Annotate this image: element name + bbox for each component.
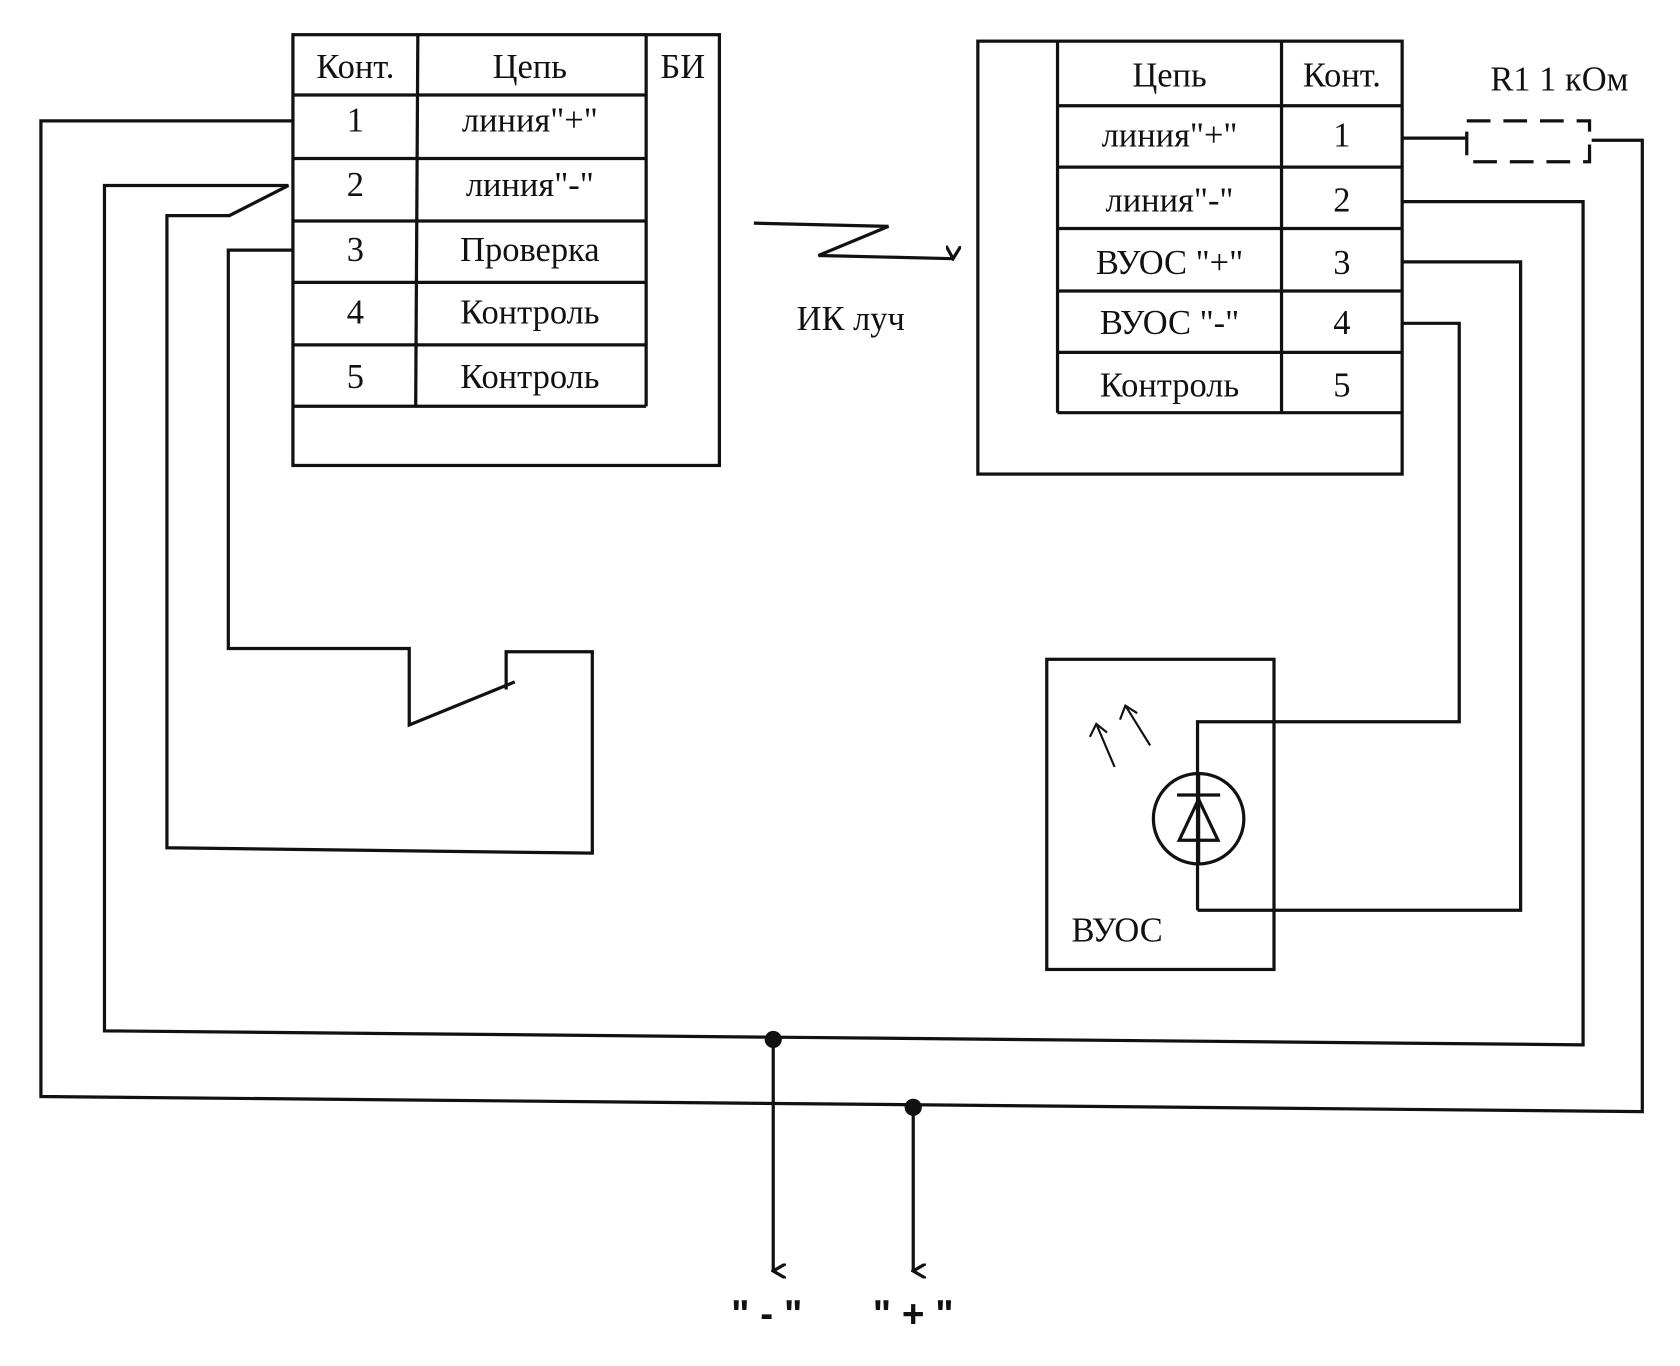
right-table-grid [1058,41,1403,413]
bi-label: БИ [660,47,706,86]
right-header-contact: Конт. [1302,56,1381,95]
wire-vuos-plus [1198,262,1521,910]
left-row-circuit: Проверка [460,230,600,269]
terminal-plus-label: " + " [872,1293,954,1336]
resistor-label: R1 1 кОм [1490,60,1629,99]
right-row-circuit: ВУОС "+" [1095,243,1244,282]
right-row-circuit: линия"-" [1105,181,1234,220]
right-header-circuit: Цепь [1132,56,1207,95]
ir-beam-arrow [754,223,953,259]
right-row-contact: 5 [1333,366,1351,405]
left-row-circuit: линия"+" [461,101,598,140]
right-block [978,41,1402,474]
terminal-minus-label: " - " [731,1293,803,1336]
right-row-circuit: ВУОС "-" [1099,304,1240,343]
right-row-contact: 1 [1333,116,1351,155]
left-row-contact: 2 [346,166,365,205]
left-row-contact: 1 [346,101,365,140]
vuos-label: ВУОС [1071,911,1163,950]
light-emission-arrows-icon [1090,706,1150,767]
left-row-circuit: линия"-" [465,166,594,205]
right-row-contact: 4 [1333,304,1351,343]
junction-plus [905,1099,922,1116]
left-table-grid [293,35,646,407]
left-row-circuit: Контроль [460,357,600,396]
right-row-circuit: линия"+" [1101,116,1238,155]
resistor-symbol [1467,121,1590,162]
right-row-circuit: Контроль [1099,366,1240,405]
ir-beam [754,223,953,338]
left-row-contact: 3 [346,230,365,269]
resistor-r1 [1467,61,1629,162]
vuos-block [1047,659,1274,969]
left-header-circuit: Цепь [492,47,568,86]
ir-beam-label: ИК луч [796,299,905,338]
left-header-contact: Конт. [316,47,395,86]
left-block-bi [293,35,719,466]
left-row-circuit: Контроль [460,293,600,332]
left-row-contact: 5 [346,357,365,396]
junction-minus [765,1031,782,1048]
right-row-contact: 3 [1333,243,1351,282]
left-row-contact: 4 [346,293,365,332]
wire-switch-1 [167,185,592,853]
right-row-contact: 2 [1333,181,1351,220]
